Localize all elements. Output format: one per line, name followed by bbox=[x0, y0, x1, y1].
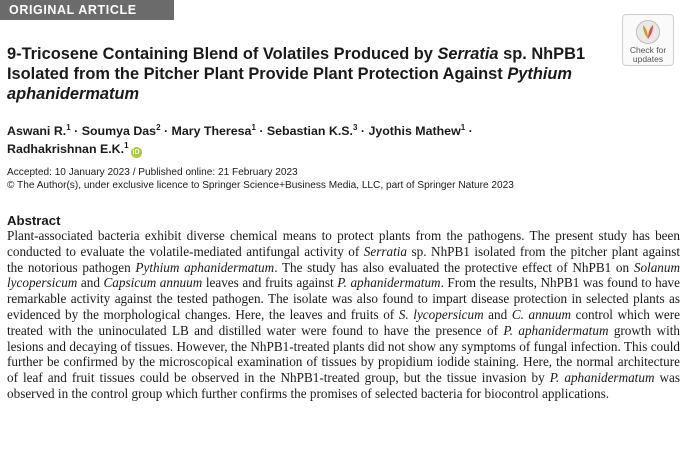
author-affiliation: 1 bbox=[124, 141, 129, 150]
author-separator: · bbox=[465, 124, 473, 138]
abstract-italic-term: Capsicum annuum bbox=[103, 275, 203, 291]
author-separator: · bbox=[357, 124, 369, 138]
abstract-heading: Abstract bbox=[7, 213, 61, 228]
author-separator: · bbox=[255, 124, 267, 138]
title-segment-italic: Pythium aphanidermatum bbox=[7, 65, 572, 103]
abstract-segment: control which were treated with the uninoculated LB and distilled water were found to have the presence of bbox=[7, 306, 680, 338]
abstract-segment: growth with lesions and decaying of tissues. However, the NhPB1-treated plants did not show any symptoms of fungal infection. This could further be confirmed by the microscopical examination of tissues by propidium iodide staining. Here, the normal architecture of leaf and fruit tissues could be observed in the NhPB1-treated group, but the tissue invasion by bbox=[7, 322, 680, 386]
author-affiliation: 3 bbox=[352, 123, 358, 132]
abstract-italic-term: Pythium aphanidermatum bbox=[135, 259, 275, 275]
check-updates-icon bbox=[635, 19, 661, 45]
abstract-segment: leaves and fruits against bbox=[202, 275, 338, 291]
author-name[interactable]: Soumya Das bbox=[81, 124, 157, 138]
article-type-banner bbox=[0, 0, 174, 20]
title-segment-italic: Serratia bbox=[437, 45, 499, 63]
article-type-label: ORIGINAL ARTICLE bbox=[9, 3, 137, 17]
author-name[interactable]: Jyothis Mathew bbox=[368, 124, 461, 138]
abstract-italic-term: P. aphanidermatum bbox=[337, 275, 441, 291]
abstract-segment: and bbox=[77, 275, 104, 291]
author-affiliation: 1 bbox=[460, 123, 466, 132]
title-segment: sp. NhPB1 Isolated from the Pitcher Plant Provide Plant Protection Against bbox=[7, 45, 586, 83]
abstract-italic-term: S. lycopersicum bbox=[398, 306, 484, 322]
check-for-updates-button[interactable] bbox=[622, 14, 674, 66]
author-affiliation: 1 bbox=[66, 123, 71, 132]
author-affiliation: 2 bbox=[156, 123, 161, 132]
author-list bbox=[7, 122, 687, 158]
check-updates-line1: Check for bbox=[629, 45, 667, 55]
abstract-italic-term: C. annuum bbox=[511, 306, 572, 322]
author-separator: · bbox=[70, 124, 82, 138]
author-affiliation: 1 bbox=[251, 123, 256, 132]
author-name[interactable]: Radhakrishnan E.K. bbox=[7, 142, 125, 156]
author-name[interactable]: Mary Theresa bbox=[171, 124, 252, 138]
abstract-italic-term: Solanum lycopersicum bbox=[7, 259, 680, 291]
author-separator: · bbox=[160, 124, 172, 138]
abstract-segment: was observed in the control group which further confirms the promises of selected bacteria for biocontrol applications. bbox=[7, 370, 680, 401]
abstract-segment: sp. NhPB1 isolated from the pitcher plant against the notorious pathogen bbox=[7, 243, 680, 275]
author-name[interactable]: Sebastian K.S. bbox=[266, 124, 353, 138]
abstract-italic-term: Serratia bbox=[363, 243, 408, 259]
publication-info bbox=[7, 166, 697, 192]
publication-dates: Accepted: 10 January 2023 / Published online: 21 February 2023 bbox=[7, 167, 298, 178]
abstract-segment: Plant-associated bacteria exhibit diverse chemical means to protect plants from the pathogens. The present study has been conducted to evaluate the volatile-mediated antifungal activity of bbox=[7, 228, 680, 259]
check-updates-line2: updates bbox=[632, 54, 664, 64]
abstract-segment: . From the results, NhPB1 was found to have remarkable activity against the tested pathogen. The isolate was also found to impart disease protection in selected plants as evidenced by the morphological changes. Here, the leaves and fruits of bbox=[7, 275, 681, 322]
abstract-italic-term: P. aphanidermatum bbox=[503, 322, 609, 338]
abstract-segment: . The study has also evaluated the protective effect of NhPB1 on bbox=[274, 259, 634, 275]
title-segment: 9-Tricosene Containing Blend of Volatiles Produced by bbox=[7, 45, 438, 63]
abstract-text bbox=[7, 228, 680, 402]
copyright-notice: © The Author(s), under exclusive licence to Springer Science+Business Media, LLC, part of Springer Nature 2023 bbox=[7, 180, 514, 191]
abstract-italic-term: P. aphanidermatum bbox=[549, 370, 655, 386]
orcid-icon[interactable]: iD bbox=[132, 149, 140, 156]
author-name[interactable]: Aswani R. bbox=[7, 124, 67, 138]
abstract-segment: and bbox=[483, 306, 512, 322]
article-title bbox=[7, 44, 607, 104]
